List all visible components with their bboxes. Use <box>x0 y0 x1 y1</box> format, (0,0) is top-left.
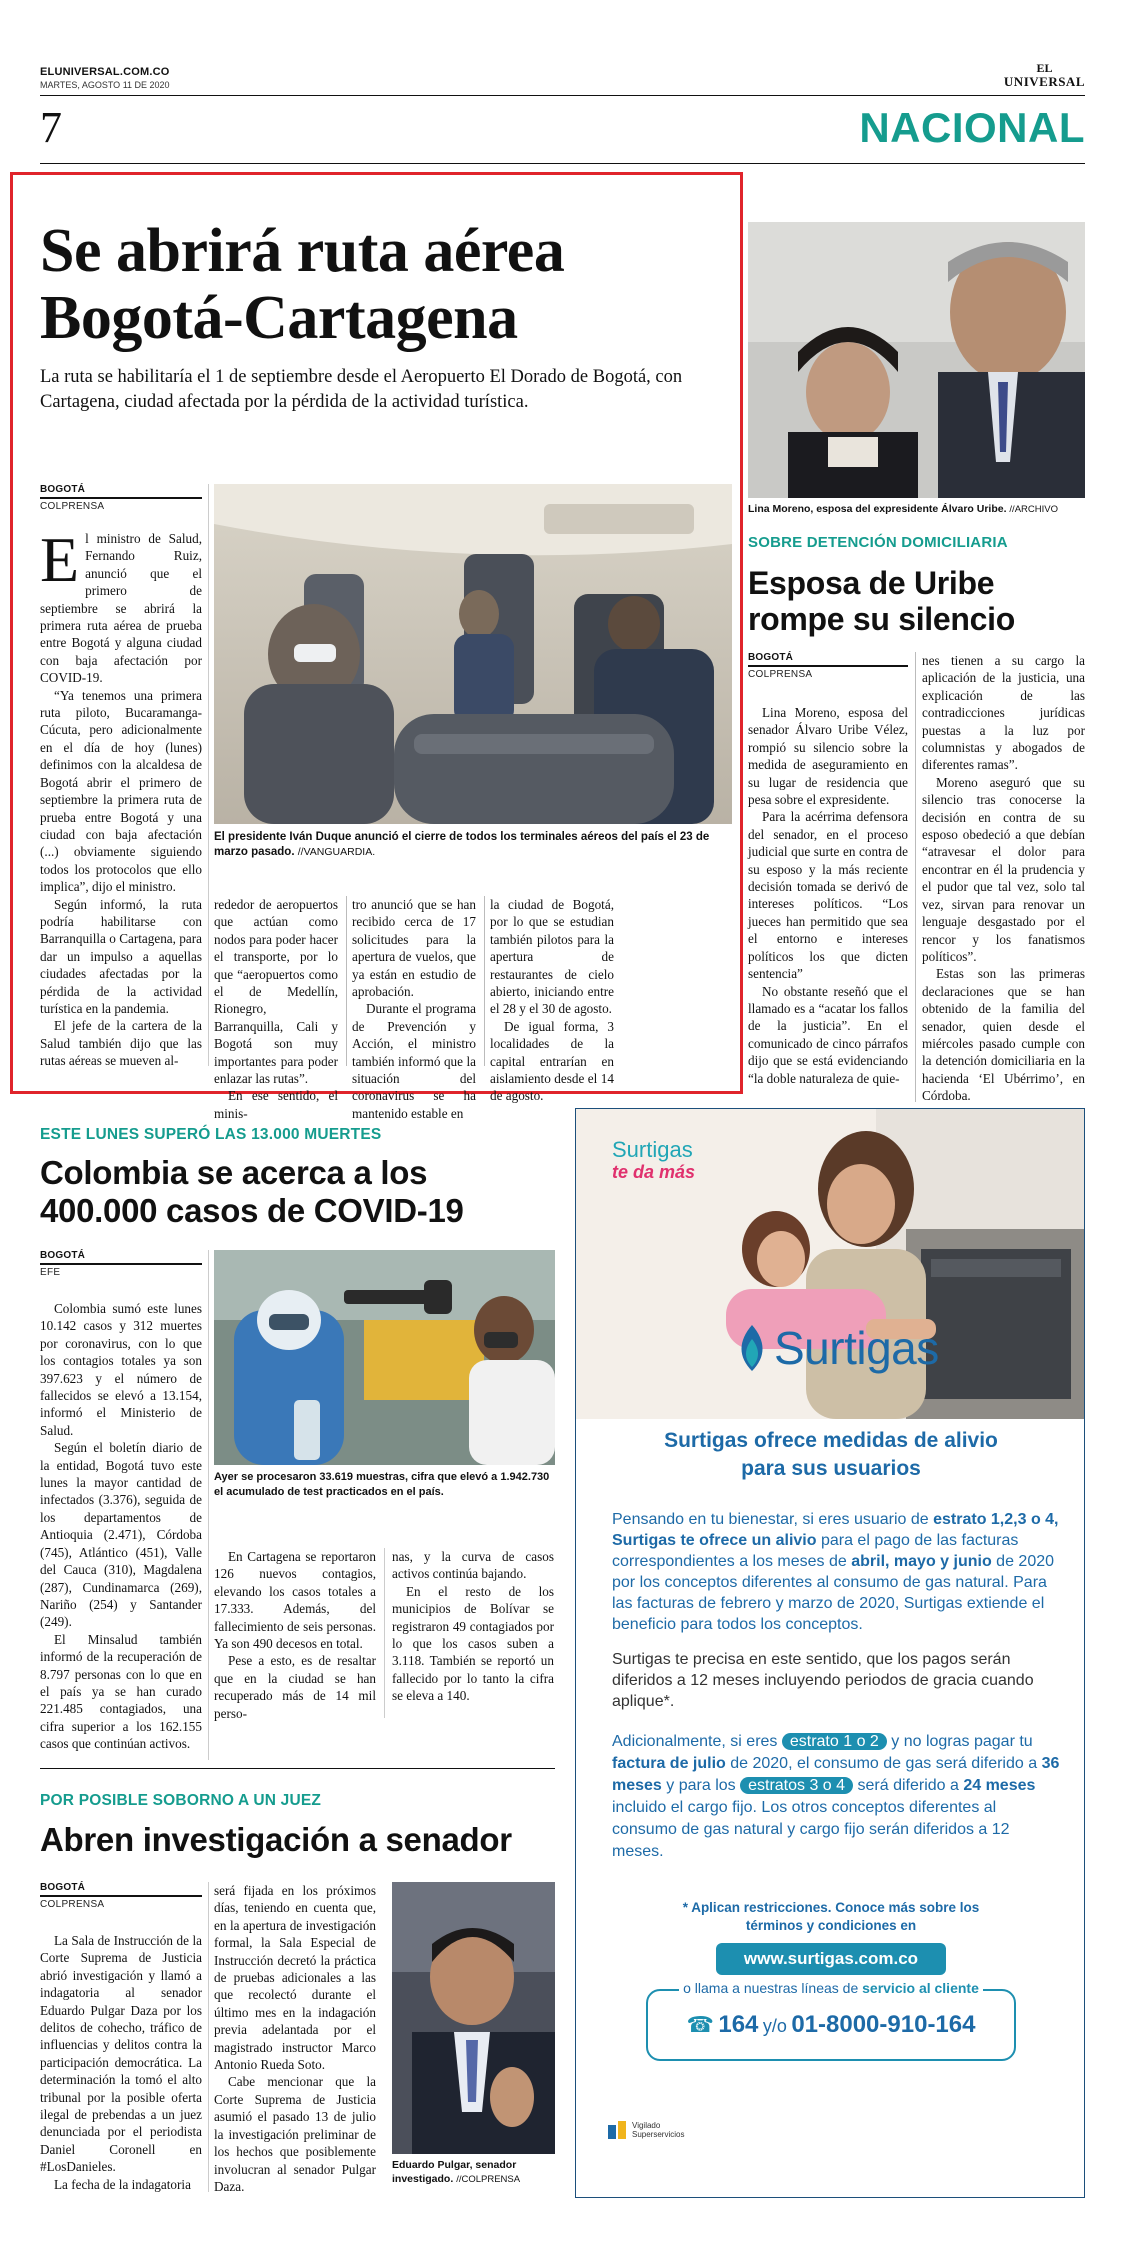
main-col3-p2: Durante el programa de Prevención y Acción, el ministro también informó que la situación del coronavirus se ha mantenido estable en <box>352 1001 476 1121</box>
section-rule <box>40 163 1085 164</box>
col-divider <box>484 896 485 1066</box>
logo-line2: UNIVERSAL <box>1003 74 1085 89</box>
phone-icon: ☎ <box>686 2012 714 2037</box>
col-divider <box>384 1548 385 1718</box>
covid-headline-line1: Colombia se acerca a los <box>40 1154 428 1191</box>
masthead-rule <box>40 95 1085 96</box>
dateline-city: BOGOTÁ <box>748 652 794 663</box>
masthead-logo[interactable] <box>1004 62 1085 88</box>
ad-pill-1: estrato 1 o 2 <box>782 1733 887 1750</box>
ad-p1-a: Pensando en tu bienestar, si eres usuario de <box>612 1511 934 1528</box>
covid-col1-p1: Colombia sumó este lunes 10.142 casos y 312 muertes por coronavirus, con lo que los contagios totales ya son 397.623 y el número de fallecidos se elevó a 13.154, informó el Ministerio de Salud. <box>40 1301 202 1438</box>
main-headline-line2: Bogotá-Cartagena <box>40 284 518 352</box>
covid-photo-caption: Ayer se procesaron 33.619 muestras, cifra que elevó a 1.942.730 el acumulado de test practicados en el país. <box>214 1471 550 1498</box>
ad-call-text <box>648 1980 1014 1996</box>
ad-vigilado-line1: Vigilado <box>632 2121 661 2130</box>
uribe-dateline <box>748 652 908 680</box>
main-col-3 <box>352 896 476 1122</box>
ad-call-b: servicio al cliente <box>862 1980 979 1996</box>
main-photo-caption <box>214 830 732 860</box>
covid-col-3 <box>392 1548 554 1705</box>
uribe-headline-line1: Esposa de Uribe <box>748 565 995 601</box>
ad-p3-f: y para los <box>661 1777 741 1794</box>
covid-photo <box>214 1250 555 1465</box>
col-divider <box>208 1250 209 1760</box>
portrait-image <box>748 222 1085 498</box>
covid-col2-p2: Pese a esto, es de resaltar que en la ciudad se han recuperado más de 14 mil perso- <box>214 1653 376 1721</box>
main-col2-p2: En ese sentido, el minis- <box>214 1088 338 1121</box>
main-col3-p1: tro anunció que se han recibido cerca de 17 solicitudes para la apertura de vuelos, que ya están en estudio de aprobación. <box>352 897 476 1000</box>
ad-p3-e: 36 meses <box>612 1755 1060 1794</box>
senator-image <box>392 1882 555 2154</box>
superservicios-logo-icon <box>606 2119 628 2141</box>
covid-col2-p1: En Cartagena se reportaron 126 nuevos contagios, elevando los casos totales a 17.333. Además, del fallecimiento de seis personas. Ya son 490 decesos en total. <box>214 1549 376 1652</box>
senador-kicker: POR POSIBLE SOBORNO A UN JUEZ <box>40 1792 322 1809</box>
masthead-date: MARTES, AGOSTO 11 DE 2020 <box>40 80 170 90</box>
dateline-source: COLPRENSA <box>748 669 813 680</box>
covid-headline <box>40 1154 580 1230</box>
ad-restrictions-line1: * Aplican restricciones. Conoce más sobre los <box>682 1900 980 1915</box>
ad-paragraph-3 <box>612 1731 1060 1863</box>
ad-p3-g: será diferido a <box>853 1777 964 1794</box>
col-divider <box>346 896 347 1066</box>
covid-col-1 <box>40 1300 202 1753</box>
uribe-col2-p1: nes tienen a su cargo la aplicación de la justicia, una explicación de las contradicciones jurídicas puestas a la luz por columnistas y abogados de diferentes ramas”. <box>922 653 1085 773</box>
uribe-kicker: SOBRE DETENCIÓN DOMICILIARIA <box>748 534 1008 551</box>
main-col4-p1: la ciudad de Bogotá, por lo que se estudian también pilotos para la apertura de restaurantes de cielo abierto, iniciando entre el 28 y el 30 de agosto. <box>490 897 614 1017</box>
uribe-photo-caption <box>748 502 1085 517</box>
dateline-rule <box>748 665 908 667</box>
dateline-source: COLPRENSA <box>40 1899 105 1910</box>
ad-restrictions <box>576 1899 1085 1935</box>
ad-paragraph-1 <box>612 1509 1060 1635</box>
main-col1-first: l ministro de Salud, Fernando Ruiz, anunció que el primero de septiembre se abrirá la primera ruta aérea de prueba entre Bogotá y alguna ciudad con baja afectación por COVID-19. <box>40 531 202 686</box>
ad-tagline-line2: te da más <box>612 1162 696 1182</box>
main-dateline <box>40 484 202 512</box>
ad-url-button[interactable]: www.surtigas.com.co <box>716 1943 946 1975</box>
col-divider <box>915 652 916 1102</box>
ad-p3-d: de 2020, el consumo de gas será diferido a <box>725 1755 1042 1772</box>
uribe-caption-text: Lina Moreno, esposa del expresidente Álvaro Uribe. <box>748 503 1007 515</box>
covid-col3-p2: En el resto de los municipios de Bolívar se registraron 49 contagiados por lo que los casos suben a 3.118. También se reportó un fallecido por lo tanto la cifra se eleva a 140. <box>392 1583 554 1704</box>
main-photo <box>214 484 732 824</box>
surtigas-ad[interactable] <box>575 1108 1085 2198</box>
ad-phone-sep: y/o <box>762 2016 787 2036</box>
senador-photo-caption <box>392 2158 555 2187</box>
ad-headline-line1: Surtigas ofrece medidas de alivio <box>664 1429 998 1452</box>
uribe-headline <box>748 565 1085 637</box>
senador-col2-p1: será fijada en los próximos días, teniendo en cuenta que, en la apertura de investigación formal, la Sala Especial de Instrucción decretó la práctica de pruebas adicionales a las que recolectó durante el último mes en la indagación previa adelantada por el magistrado instructor Marco Antonio Rueda Soto. <box>214 1883 376 2073</box>
senador-dateline <box>40 1882 202 1910</box>
ad-p1-d: abril, mayo y junio <box>851 1553 992 1570</box>
ad-p1-e: de 2020 por los conceptos diferentes al consumo de gas natural. Para las facturas de febrero y marzo de 2020, Surtigas extiende el beneficio para todos los conceptos. <box>612 1553 1055 1633</box>
main-col-4 <box>490 896 614 1105</box>
ad-call-a: o llama a nuestras líneas de <box>683 1980 863 1996</box>
col-divider <box>208 1882 209 2192</box>
page-number: 7 <box>40 103 62 152</box>
section-rule <box>40 1768 555 1769</box>
logo-line1: EL <box>1036 61 1053 75</box>
dateline-rule <box>40 1895 202 1897</box>
section-title: NACIONAL <box>859 104 1085 151</box>
ad-vigilado-line2: Superservicios <box>632 2130 685 2139</box>
main-col-1 <box>40 524 202 1070</box>
dateline-city: BOGOTÁ <box>40 1250 86 1261</box>
dateline-rule <box>40 1263 202 1265</box>
senador-col-1 <box>40 1932 202 2193</box>
ad-headline-line2: para sus usuarios <box>741 1457 921 1480</box>
dateline-city: BOGOTÁ <box>40 484 86 495</box>
uribe-col2-p3: Estas son las primeras declaraciones que se han obtenido de la familia del senador, quien desde el miércoles pasado cumple con la detención domiciliaria en la hacienda ‘El Ubérrimo’, en Córdoba. <box>922 966 1085 1104</box>
senador-caption-credit: //COLPRENSA <box>456 2174 521 2185</box>
ad-p3-b: y no logras pagar tu <box>886 1733 1033 1750</box>
uribe-col1-p2: Para la acérrima defensora del senador, en el proceso judicial que surte en contra de su esposo y la más reciente decisión tomada se derivó de intereses políticos. “Los jueces han permitido que sea el entorno e intereses políticos los que dicten sentencia” <box>748 809 908 982</box>
dateline-source: COLPRENSA <box>40 501 105 512</box>
covid-kicker: ESTE LUNES SUPERÓ LAS 13.000 MUERTES <box>40 1126 382 1143</box>
ad-restrictions-line2: términos y condiciones en <box>745 1918 917 1933</box>
uribe-col2-p2: Moreno aseguró que su silencio tras conocerse la decisión en contra de su esposo obedeció a que debían “atravesar el dolor para encontrar en él la prudencia y el pudor que tal vez, solo tal vez, sirvan para renovar un lenguaje desgastado por el rencor y los fanatismos políticos”. <box>922 774 1085 964</box>
surtigas-logo <box>736 1321 939 1375</box>
covid-col1-p2: Según el boletín diario de la entidad, Bogotá tuvo este lunes la mayor cantidad de infectados (3.376), seguida de los departamentos de Antioquia (2.471), Córdoba (745), Atlántico (451), Valle del Cauca (310), Magdalena (287), Cundinamarca (269), Nariño (254) y Santander (249). <box>40 1440 202 1630</box>
main-headline <box>40 218 720 352</box>
ad-headline <box>576 1427 1085 1483</box>
main-col-2 <box>214 896 338 1122</box>
ad-p1-b: estrato 1,2,3 o 4, Surtigas te ofrece un alivio <box>612 1511 1059 1549</box>
uribe-col-1 <box>748 704 908 1087</box>
ad-p3-a: Adicionalmente, si eres <box>612 1733 782 1750</box>
flame-icon <box>736 1323 768 1373</box>
dateline-city: BOGOTÁ <box>40 1882 86 1893</box>
airplane-cabin-image <box>214 484 732 824</box>
masthead-site[interactable]: ELUNIVERSAL.COM.CO <box>40 66 170 78</box>
main-caption-text: El presidente Iván Duque anunció el cierre de todos los terminales aéreos del país el 23 de marzo pasado. <box>214 831 710 858</box>
senador-col2-p2: Cabe mencionar que la Corte Suprema de Justicia asumió el pasado 13 de julio la investigación preliminar de los hechos que posiblemente involucran al senador Pulgar Daza. <box>214 2074 376 2194</box>
ad-p1-c: para el pago de las facturas correspondientes a los meses de <box>612 1532 1019 1570</box>
ad-pill-2: estratos 3 o 4 <box>740 1777 853 1794</box>
senador-headline: Abren investigación a senador <box>40 1821 512 1858</box>
ad-tagline <box>612 1139 695 1183</box>
drop-cap: E <box>40 524 80 595</box>
ad-paragraph-2: Surtigas te precisa en este sentido, que los pagos serán diferidos a 12 meses incluyendo periodos de gracia cuando aplique*. <box>612 1651 1034 1710</box>
ad-p3-i: incluido el cargo fijo. Los otros conceptos diferentes al consumo de gas natural y cargo fijo serán diferidos a 12 meses. <box>612 1799 1010 1860</box>
covid-col1-p3: El Minsalud también informó de la recuperación de 8.797 personas con lo que en el país ya se han curado 221.485 contagiados, una cifra superior a los 162.155 casos que continúan activos. <box>40 1631 202 1752</box>
senador-caption-text: Eduardo Pulgar, senador investigado. <box>392 2159 517 2185</box>
covid-headline-line2: 400.000 casos de COVID-19 <box>40 1192 464 1229</box>
ad-p3-h: 24 meses <box>963 1777 1036 1794</box>
senador-col-2 <box>214 1882 376 2195</box>
main-deck: La ruta se habilitaría el 1 de septiembre desde el Aeropuerto El Dorado de Bogotá, con Cartagena, ciudad afectada por la pérdida de la actividad turística. <box>40 367 683 412</box>
covid-test-image <box>214 1250 555 1465</box>
main-col2-p1: rededor de aeropuertos que actúan como nodos para poder hacer el transporte, por lo que “aeropuertos como el de Medellín, Rionegro, Barranquilla, Cali y Bogotá son muy importantes para poder enlazar las rutas”. <box>214 897 338 1087</box>
dateline-rule <box>40 497 202 499</box>
ad-vigilado <box>606 2119 684 2141</box>
uribe-col1-p1: Lina Moreno, esposa del senador Álvaro Uribe Vélez, rompió su silencio sobre la medida de aseguramiento en su lugar de residencia que pesa sobre el expresidente. <box>748 705 908 808</box>
ad-call-box[interactable] <box>646 1980 1016 2061</box>
main-col1-p4: El jefe de la cartera de la Salud también dijo que las rutas aéreas se mueven al- <box>40 1018 202 1069</box>
covid-col3-p1: nas, y la curva de casos activos continúa bajando. <box>392 1549 554 1582</box>
senador-col1-p1: La Sala de Instrucción de la Corte Suprema de Justicia abrió investigación y llamó a indagatoria al senador Eduardo Pulgar Daza por los delitos de cohecho, tráfico de influencias y delitos contra la participación democrática. La determinación la tomó el alto tribunal por la posible oferta ilegal de prebendas a un juez denunciada por el periodista Daniel Coronell en #LosDanieles. <box>40 1933 202 2175</box>
senador-col1-p2: La fecha de la indagatoria <box>54 2176 191 2192</box>
main-caption-credit: //VANGUARDIA. <box>297 846 376 858</box>
ad-p3-c: factura de julio <box>612 1755 726 1772</box>
uribe-caption-credit: //ARCHIVO <box>1009 504 1058 515</box>
ad-phones <box>648 2011 1014 2039</box>
covid-col-2 <box>214 1548 376 1722</box>
uribe-col1-p3: No obstante reseñó que el llamado es a “acatar los fallos de la justicia”. En el comunicado de cinco párrafos dijo que se está evidenciando “la doble naturaleza de quie- <box>748 983 908 1086</box>
ad-brand: Surtigas <box>774 1322 939 1374</box>
main-col4-p2: De igual forma, 3 localidades de la capital entrarían en aislamiento desde el 14 de agosto. <box>490 1018 614 1104</box>
dateline-source: EFE <box>40 1267 61 1278</box>
main-col1-p2: “Ya tenemos una primera ruta piloto, Bucaramanga-Cúcuta, pero adicionalmente en el día de hoy (lunes) definimos con la alcaldesa de Bogotá abrir el primero de septiembre la primera ruta de prueba entre Bogotá y una ciudad con baja afectación (...) obviamente siguiendo todos los protocolos que ello implica”, dijo el ministro. <box>40 687 202 895</box>
ad-phone-2[interactable]: 01-8000-910-164 <box>791 2011 976 2038</box>
uribe-photo <box>748 222 1085 498</box>
uribe-col-2 <box>922 652 1085 1105</box>
ad-tagline-line1: Surtigas <box>612 1137 693 1162</box>
uribe-headline-line2: rompe su silencio <box>748 601 1015 637</box>
covid-dateline <box>40 1250 202 1278</box>
main-headline-line1: Se abrirá ruta aérea <box>40 217 565 285</box>
senador-photo <box>392 1882 555 2154</box>
ad-phone-1[interactable]: 164 <box>718 2011 759 2038</box>
main-col1-p3: Según informó, la ruta podría habilitarse con Barranquilla o Cartagena, para dar un impulso a aquellas ciudades afectadas por la pérdida de la actividad turística en la pandemia. <box>40 896 202 1016</box>
col-divider <box>208 484 209 1066</box>
